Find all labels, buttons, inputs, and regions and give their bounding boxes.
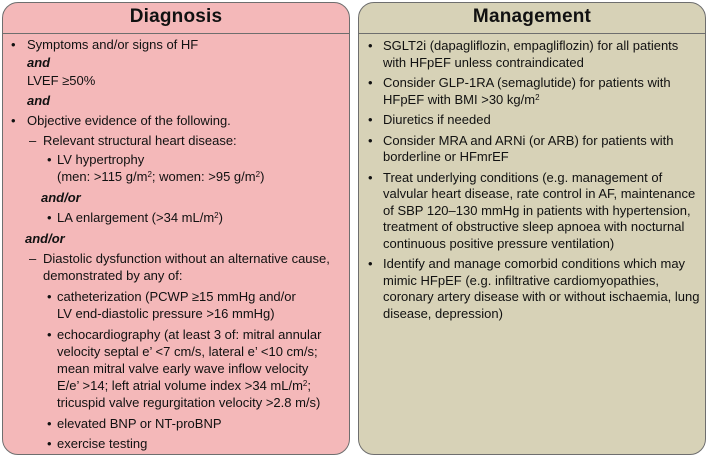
bullet-dot: • bbox=[368, 112, 373, 127]
echocardiography-text: echocardiography (at least 3 of: mitral annular bbox=[57, 327, 322, 342]
management-item-text: Treat underlying conditions (e.g. management of valvular heart disease, rate control in AF, maintenance of SBP 120–130 mmHg in patients with hypertension, treatment of obstructive sleep apnoea with nocturnal continuous positive pressure ventilation) bbox=[383, 169, 696, 251]
management-body bbox=[359, 38, 705, 326]
management-panel bbox=[358, 2, 706, 455]
echocardiography-text-cont: mean mitral valve early wave inflow velocity bbox=[57, 361, 309, 376]
bullet-dot: • bbox=[11, 37, 16, 52]
bullet-dot: • bbox=[368, 75, 373, 90]
management-title: Management bbox=[472, 6, 592, 27]
diagnosis-panel bbox=[2, 2, 350, 455]
and-connector: and bbox=[27, 93, 51, 108]
management-item bbox=[359, 170, 705, 253]
bullet-dot: • bbox=[47, 289, 52, 304]
lv-hypertrophy-criteria: (men: >115 $g/m^2$; women: >95 $g/m^2$) bbox=[57, 169, 265, 184]
dash-marker: – bbox=[29, 133, 37, 148]
bullet-dot: • bbox=[47, 210, 52, 225]
management-divider bbox=[359, 33, 705, 34]
bullet-dot: • bbox=[47, 436, 52, 451]
management-item bbox=[359, 112, 705, 129]
lv-hypertrophy-text: LV hypertrophy bbox=[57, 152, 145, 167]
structural-heart-disease-text: Relevant structural heart disease: bbox=[43, 133, 237, 148]
bullet-dot: • bbox=[368, 256, 373, 271]
objective-evidence-text: Objective evidence of the following. bbox=[27, 113, 231, 128]
exercise-testing-text: exercise testing bbox=[57, 436, 148, 451]
management-item-text: Consider MRA and ARNi (or ARB) for patients with borderline or HFmrEF bbox=[383, 132, 674, 164]
echocardiography-text-cont: velocity septal e’ <7 cm/s, lateral e’ <10 cm/s; bbox=[57, 344, 318, 359]
and-or-connector: and/or bbox=[25, 231, 65, 246]
lvef-text: LVEF ≥50% bbox=[27, 73, 96, 88]
catheterization-text: catheterization (PCWP ≥15 mmHg and/or bbox=[57, 289, 296, 304]
bullet-dot: • bbox=[47, 416, 52, 431]
and-or-connector: and/or bbox=[41, 190, 81, 205]
management-item bbox=[359, 256, 705, 322]
echocardiography-text-cont: E/e’ >14; left atrial volume index >34 $mL/m^2$; bbox=[57, 378, 311, 393]
bullet-dot: • bbox=[47, 327, 52, 342]
bullet-dot: • bbox=[11, 113, 16, 128]
echocardiography-text-cont: tricuspid valve regurgitation velocity >2.8 m/s) bbox=[57, 395, 321, 410]
diastolic-dysfunction-text: Diastolic dysfunction without an alternative cause, bbox=[43, 251, 330, 266]
and-connector: and bbox=[27, 55, 51, 70]
management-item-text: Consider GLP-1RA (semaglutide) for patients with HFpEF with BMI >30 $kg/m^2$ bbox=[383, 75, 671, 107]
management-item-text: Identify and manage comorbid conditions which may mimic HFpEF (e.g. infiltrative cardiomyopathies, coronary artery disease with or without ischaemia, lung disease, depression) bbox=[383, 256, 700, 321]
management-item-text: Diuretics if needed bbox=[383, 112, 491, 127]
bullet-dot: • bbox=[368, 38, 373, 53]
management-item bbox=[359, 38, 705, 71]
bullet-dot: • bbox=[368, 132, 373, 148]
management-item-text: SGLT2i (dapagliflozin, empagliflozin) for all patients with HFpEF unless contraindicated bbox=[383, 38, 679, 70]
dash-marker: – bbox=[29, 251, 37, 266]
bullet-dot: • bbox=[368, 169, 373, 185]
catheterization-text-cont: LV end-diastolic pressure >16 mmHg) bbox=[57, 306, 275, 321]
la-enlargement-text: LA enlargement (>34 $mL/m^2$) bbox=[57, 210, 223, 225]
management-item bbox=[359, 75, 705, 108]
diagnosis-divider bbox=[3, 33, 349, 34]
symptoms-text: Symptoms and/or signs of HF bbox=[27, 37, 199, 52]
bnp-text: elevated BNP or NT-proBNP bbox=[57, 416, 222, 431]
diagnosis-title: Diagnosis bbox=[129, 6, 223, 27]
bullet-dot: • bbox=[47, 152, 52, 167]
diastolic-dysfunction-text-cont: demonstrated by any of: bbox=[43, 268, 183, 283]
management-item bbox=[359, 133, 705, 166]
